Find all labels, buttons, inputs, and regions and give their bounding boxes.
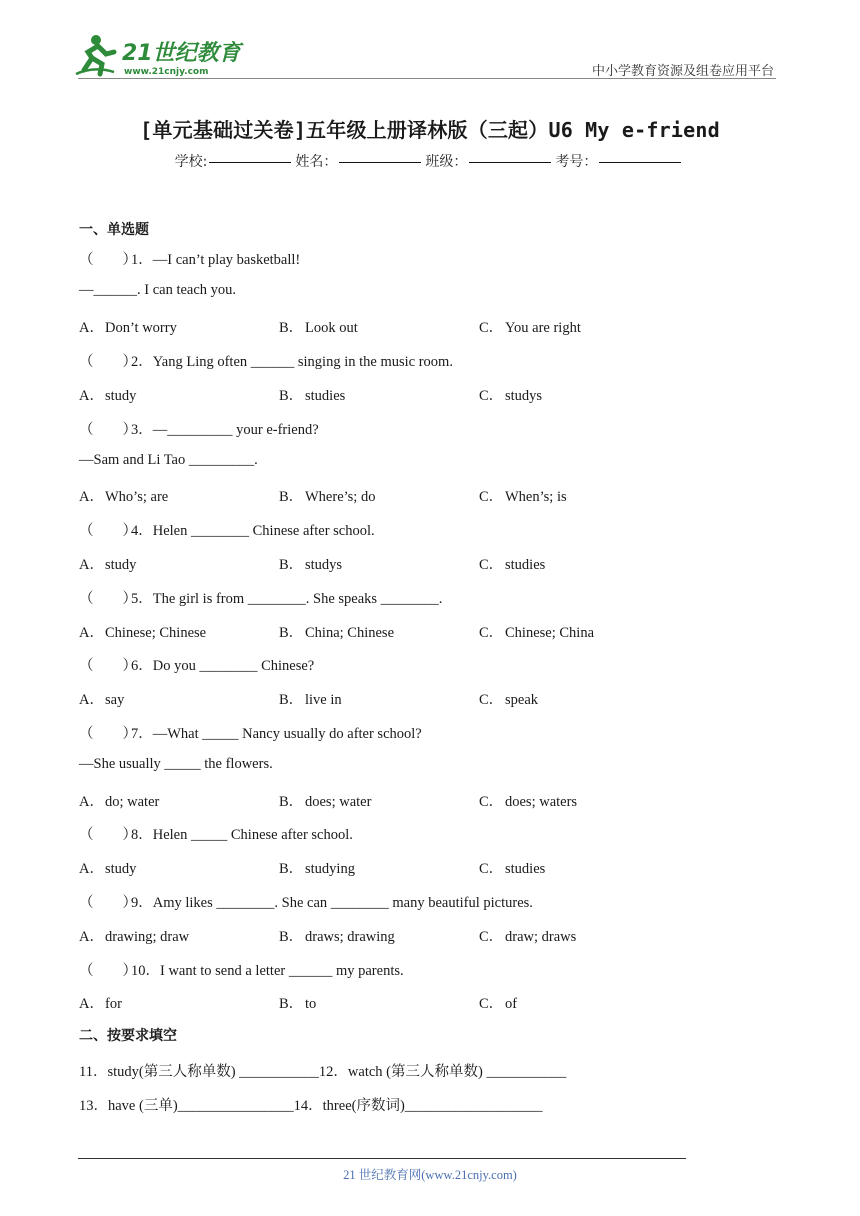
option-c: C． studies	[479, 557, 546, 573]
option-c: C． Chinese; China	[479, 625, 595, 641]
question-stem: （ ）5．The girl is from ________. She speaks ________.	[79, 587, 442, 608]
option-a: A．for	[79, 996, 122, 1012]
question-stem: （ ）8．Helen _____ Chinese after school.	[79, 823, 353, 844]
name-label: 姓名：	[295, 154, 338, 170]
runner-icon	[76, 35, 114, 74]
option-b: B． draws; drawing	[279, 929, 395, 945]
question-extra: —______. I can teach you.	[79, 282, 237, 298]
option-c: C． of	[479, 996, 518, 1012]
exam-no-blank	[599, 162, 681, 163]
answer-paren: （ ）	[79, 726, 137, 742]
option-c: C． studys	[479, 388, 543, 404]
question-stem: （ ）10．I want to send a letter ______ my parents.	[79, 959, 404, 980]
student-info-line	[0, 151, 860, 171]
name-blank	[339, 162, 421, 163]
question-options	[79, 857, 719, 877]
option-a: A．Chinese; Chinese	[79, 625, 207, 641]
fill-line: 13．have (三单)________________14．three(序数词)___________________	[79, 1098, 543, 1114]
answer-paren: （ ）	[79, 827, 137, 843]
footer-text: 21 世纪教育网(www.21cnjy.com)	[343, 1168, 517, 1182]
exam-no-label: 考号：	[555, 154, 598, 170]
answer-paren: （ ）	[79, 658, 137, 674]
question-stem: （ ）6．Do you ________ Chinese?	[79, 654, 314, 675]
answer-paren: （ ）	[79, 591, 137, 607]
question-options	[79, 688, 719, 708]
option-a: A．study	[79, 861, 137, 877]
option-c: C． speak	[479, 692, 539, 708]
answer-paren: （ ）	[79, 252, 137, 268]
option-a: A．study	[79, 388, 137, 404]
question-stem: （ ）2．Yang Ling often ______ singing in the music room.	[79, 350, 453, 371]
footer-divider	[78, 1158, 686, 1159]
option-c: C． studies	[479, 861, 546, 877]
option-b: B． studies	[279, 388, 346, 404]
question-stem: （ ）4．Helen ________ Chinese after school.	[79, 519, 375, 540]
question-options	[79, 485, 719, 505]
question-extra: —Sam and Li Tao _________.	[79, 452, 258, 468]
option-a: A．drawing; draw	[79, 929, 190, 945]
class-blank	[469, 162, 551, 163]
logo-url: www.21cnjy.com	[124, 67, 209, 77]
question-extra: —She usually _____ the flowers.	[79, 756, 273, 772]
question-stem: （ ）9．Amy likes ________. She can ________ many beautiful pictures.	[79, 891, 533, 912]
option-b: B． Where’s; do	[279, 489, 376, 505]
brand-logo	[74, 30, 244, 80]
question-stem: （ ）1．—I can’t play basketball!	[79, 248, 300, 269]
school-blank	[209, 162, 291, 163]
option-b: B． to	[279, 996, 317, 1012]
logo-text: 21世纪教育	[122, 41, 241, 66]
option-a: A．do; water	[79, 794, 160, 810]
option-b: B． China; Chinese	[279, 625, 395, 641]
option-b: B． live in	[279, 692, 342, 708]
answer-paren: （ ）	[79, 422, 137, 438]
option-c: C． does; waters	[479, 794, 578, 810]
option-a: A．study	[79, 557, 137, 573]
answer-paren: （ ）	[79, 895, 137, 911]
section-heading: 一、单选题	[79, 222, 149, 238]
platform-name: 中小学教育资源及组卷应用平台	[591, 64, 774, 79]
question-options	[79, 384, 719, 404]
answer-paren: （ ）	[79, 963, 137, 979]
question-options	[79, 621, 719, 641]
option-b: B． Look out	[279, 320, 358, 336]
question-options	[79, 992, 719, 1012]
question-options	[79, 316, 719, 336]
section-heading: 二、按要求填空	[79, 1028, 177, 1044]
option-b: B． studys	[279, 557, 343, 573]
option-a: A．Who’s; are	[79, 489, 169, 505]
question-options	[79, 790, 719, 810]
question-stem: （ ）3．—_________ your e-friend?	[79, 418, 319, 439]
option-c: C． You are right	[479, 320, 581, 336]
option-a: A．Don’t worry	[79, 320, 177, 336]
page-title: [单元基础过关卷]五年级上册译林版（三起）U6 My e-friend	[140, 118, 720, 142]
fill-line: 11．study(第三人称单数) ___________12．watch (第三人称单数) ___________	[79, 1064, 567, 1080]
header-divider	[78, 78, 776, 79]
option-a: A．say	[79, 692, 125, 708]
answer-paren: （ ）	[79, 523, 137, 539]
class-label: 班级：	[425, 154, 468, 170]
school-label: 学校:	[174, 154, 208, 170]
answer-paren: （ ）	[79, 354, 137, 370]
question-options	[79, 925, 719, 945]
option-c: C． When’s; is	[479, 489, 567, 505]
option-b: B． does; water	[279, 794, 372, 810]
question-stem: （ ）7．—What _____ Nancy usually do after school?	[79, 722, 422, 743]
option-b: B． studying	[279, 861, 355, 877]
option-c: C． draw; draws	[479, 929, 577, 945]
question-options	[79, 553, 719, 573]
